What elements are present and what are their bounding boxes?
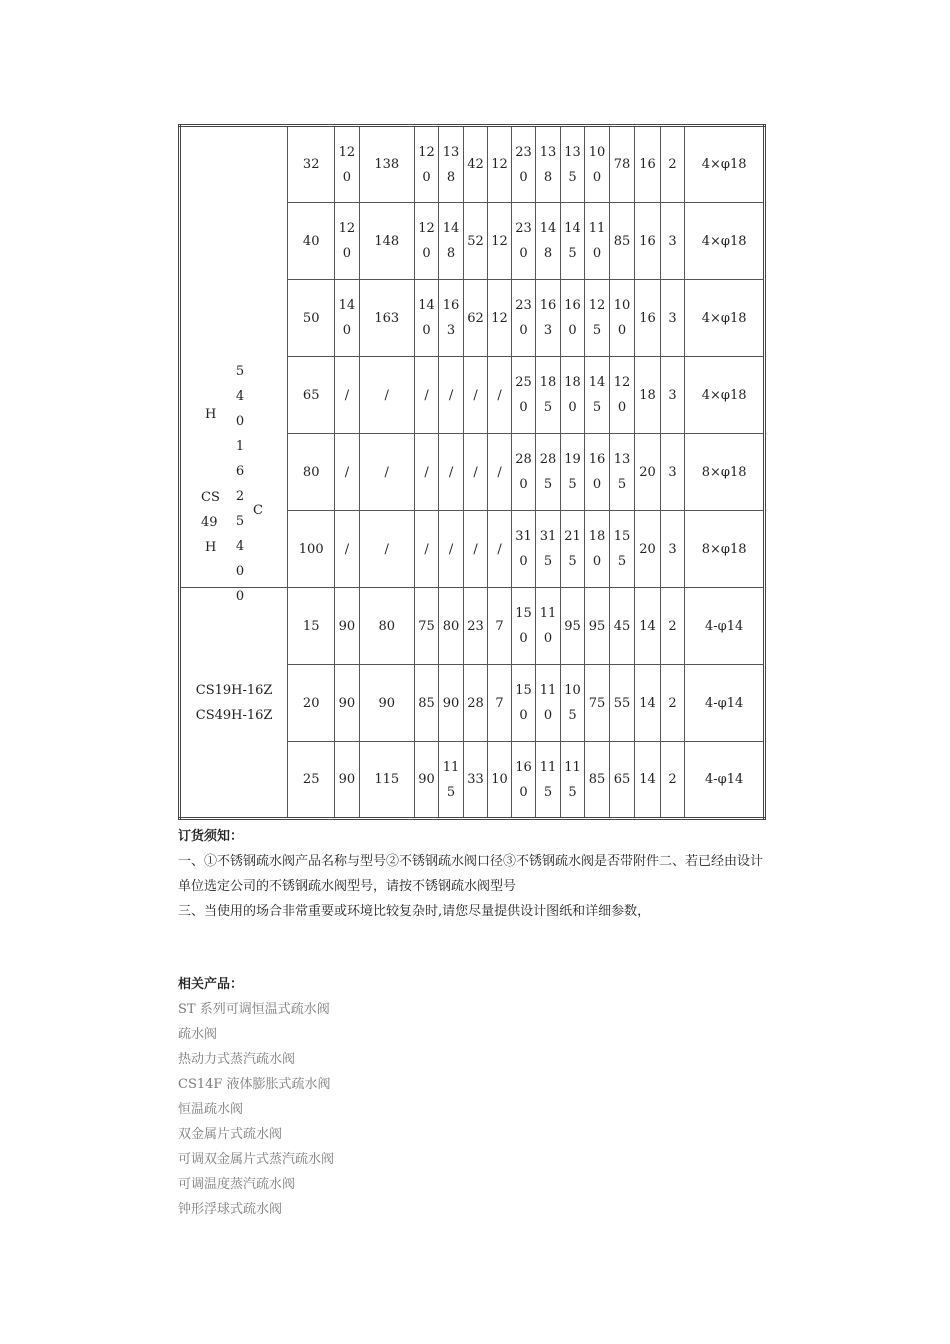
model-cell-cs19h bbox=[180, 588, 288, 819]
table-cell: / bbox=[335, 357, 360, 434]
table-cell: 115 bbox=[560, 742, 585, 819]
table-cell: 78 bbox=[609, 126, 635, 203]
table-cell: 115 bbox=[536, 742, 561, 819]
table-cell: 14 bbox=[635, 588, 661, 665]
table-cell: 52 bbox=[463, 203, 488, 280]
table-cell: 8×φ18 bbox=[685, 511, 765, 588]
related-product-link[interactable]: ST 系列可调恒温式疏水阀 bbox=[178, 1002, 330, 1017]
table-cell: 3 bbox=[660, 357, 685, 434]
table-cell: 155 bbox=[609, 511, 635, 588]
table-cell: 80 bbox=[439, 588, 464, 665]
model-left-line: H bbox=[205, 540, 217, 555]
table-cell: 120 bbox=[414, 126, 439, 203]
table-cell: 148 bbox=[536, 203, 561, 280]
model-name-lines bbox=[181, 678, 287, 728]
table-cell: 20 bbox=[635, 511, 661, 588]
table-cell: 110 bbox=[536, 588, 561, 665]
table-cell: 230 bbox=[511, 203, 536, 280]
table-cell: 40 bbox=[288, 203, 335, 280]
table-cell: 140 bbox=[414, 280, 439, 357]
related-product-link[interactable]: CS14F 液体膨胀式疏水阀 bbox=[178, 1077, 331, 1092]
table-cell: 3 bbox=[660, 511, 685, 588]
table-cell: 3 bbox=[660, 280, 685, 357]
related-product-link[interactable]: 双金属片式疏水阀 bbox=[178, 1127, 283, 1142]
table-cell: / bbox=[335, 511, 360, 588]
table-cell: / bbox=[414, 357, 439, 434]
table-row bbox=[180, 126, 765, 203]
table-cell: 145 bbox=[585, 357, 610, 434]
table-cell: 20 bbox=[635, 434, 661, 511]
related-product-link[interactable]: 可调双金属片式蒸汽疏水阀 bbox=[178, 1152, 335, 1167]
related-product-link[interactable]: 热动力式蒸汽疏水阀 bbox=[178, 1052, 296, 1067]
table-cell: 185 bbox=[536, 357, 561, 434]
table-cell: / bbox=[463, 357, 488, 434]
table-cell: 230 bbox=[511, 126, 536, 203]
related-product-link[interactable]: 恒温疏水阀 bbox=[178, 1102, 244, 1117]
model-name-line: CS19H-16Z bbox=[195, 682, 273, 698]
table-cell: 280 bbox=[511, 434, 536, 511]
table-cell: 120 bbox=[335, 203, 360, 280]
model-left-top: H bbox=[205, 407, 217, 422]
table-cell: 250 bbox=[511, 357, 536, 434]
table-cell: 16 bbox=[635, 203, 661, 280]
table-cell: 140 bbox=[335, 280, 360, 357]
table-cell: 20 bbox=[288, 665, 335, 742]
table-cell: 15 bbox=[288, 588, 335, 665]
table-cell: 14 bbox=[635, 742, 661, 819]
table-cell: 310 bbox=[511, 511, 536, 588]
order-notes-line1: 一、①不锈钢疏水阀产品名称与型号②不锈钢疏水阀口径③不锈钢疏水阀是否带附件二、若已经由设计单位选定公司的不锈钢疏水阀型号，请按不锈钢疏水阀型号 bbox=[178, 854, 764, 894]
table-cell: 285 bbox=[536, 434, 561, 511]
table-cell: 10 bbox=[488, 742, 511, 819]
table-cell: 163 bbox=[359, 280, 414, 357]
table-cell: 18 bbox=[635, 357, 661, 434]
table-cell: 150 bbox=[511, 588, 536, 665]
table-cell: 90 bbox=[359, 665, 414, 742]
table-cell: 2 bbox=[660, 126, 685, 203]
related-product-link[interactable]: 可调温度蒸汽疏水阀 bbox=[178, 1177, 296, 1192]
table-cell: 4-φ14 bbox=[685, 742, 765, 819]
table-cell: 80 bbox=[288, 434, 335, 511]
table-cell: 4×φ18 bbox=[685, 126, 765, 203]
table-cell: 163 bbox=[536, 280, 561, 357]
table-cell: 100 bbox=[609, 280, 635, 357]
table-cell: 45 bbox=[609, 588, 635, 665]
table-cell: 14 bbox=[635, 665, 661, 742]
table-cell: / bbox=[488, 357, 511, 434]
table-cell: 160 bbox=[560, 280, 585, 357]
table-cell: 138 bbox=[439, 126, 464, 203]
table-cell: 16 bbox=[635, 280, 661, 357]
table-cell: 90 bbox=[414, 742, 439, 819]
related-products-heading: 相关产品： bbox=[178, 977, 244, 992]
table-cell: / bbox=[463, 511, 488, 588]
order-notes-heading: 订货须知： bbox=[178, 829, 244, 844]
table-cell: 23 bbox=[463, 588, 488, 665]
table-cell: 8×φ18 bbox=[685, 434, 765, 511]
table-cell: 62 bbox=[463, 280, 488, 357]
table-cell: 125 bbox=[585, 280, 610, 357]
table-cell: 42 bbox=[463, 126, 488, 203]
table-cell: 16 bbox=[635, 126, 661, 203]
table-cell: 95 bbox=[560, 588, 585, 665]
table-cell: 4-φ14 bbox=[685, 665, 765, 742]
table-cell: / bbox=[488, 434, 511, 511]
table-cell: 138 bbox=[359, 126, 414, 203]
table-cell: 50 bbox=[288, 280, 335, 357]
model-left-line: 49 bbox=[201, 515, 218, 530]
table-cell: 7 bbox=[488, 665, 511, 742]
table-cell: / bbox=[488, 511, 511, 588]
table-cell: 12 bbox=[488, 280, 511, 357]
table-cell: 180 bbox=[585, 511, 610, 588]
table-cell: / bbox=[414, 511, 439, 588]
table-cell: 12 bbox=[488, 203, 511, 280]
table-cell: 90 bbox=[439, 665, 464, 742]
table-cell: 2 bbox=[660, 588, 685, 665]
table-cell: 180 bbox=[560, 357, 585, 434]
table-cell: 160 bbox=[511, 742, 536, 819]
table-cell: 100 bbox=[585, 126, 610, 203]
model-left-line: CS bbox=[201, 490, 220, 505]
table-cell: 110 bbox=[585, 203, 610, 280]
table-cell: 4×φ18 bbox=[685, 203, 765, 280]
table-cell: 100 bbox=[288, 511, 335, 588]
related-product-link[interactable]: 钟形浮球式疏水阀 bbox=[178, 1202, 283, 1217]
table-cell: 148 bbox=[359, 203, 414, 280]
table-cell: 90 bbox=[335, 588, 360, 665]
table-cell: / bbox=[439, 511, 464, 588]
table-cell: 120 bbox=[335, 126, 360, 203]
table-cell: / bbox=[359, 434, 414, 511]
table-cell: 3 bbox=[660, 434, 685, 511]
table-cell: 105 bbox=[560, 665, 585, 742]
related-products bbox=[178, 972, 768, 1222]
model-right: C bbox=[253, 503, 263, 518]
table-cell: 3 bbox=[660, 203, 685, 280]
table-cell: 150 bbox=[511, 665, 536, 742]
table-cell: 120 bbox=[609, 357, 635, 434]
table-cell: 90 bbox=[335, 742, 360, 819]
table-row bbox=[180, 588, 765, 665]
table-cell: 315 bbox=[536, 511, 561, 588]
table-cell: 65 bbox=[609, 742, 635, 819]
table-cell: 85 bbox=[609, 203, 635, 280]
model-middle-vertical: 5401625400 bbox=[235, 364, 245, 604]
table-cell: 148 bbox=[439, 203, 464, 280]
table-cell: 25 bbox=[288, 742, 335, 819]
table-cell: 95 bbox=[585, 588, 610, 665]
table-cell: 2 bbox=[660, 742, 685, 819]
table-cell: / bbox=[335, 434, 360, 511]
table-cell: 55 bbox=[609, 665, 635, 742]
related-products-list bbox=[178, 997, 768, 1222]
order-notes-line2: 三、当使用的场合非常重要或环境比较复杂时,请您尽量提供设计图纸和详细参数， bbox=[178, 904, 651, 919]
table-cell: / bbox=[359, 357, 414, 434]
table-cell: 2 bbox=[660, 665, 685, 742]
table-cell: / bbox=[359, 511, 414, 588]
table-cell: 85 bbox=[414, 665, 439, 742]
table-cell: 90 bbox=[335, 665, 360, 742]
table-cell: 138 bbox=[536, 126, 561, 203]
table-cell: 65 bbox=[288, 357, 335, 434]
model-name-line: CS49H-16Z bbox=[195, 707, 273, 723]
table-cell: 85 bbox=[585, 742, 610, 819]
table-cell: 115 bbox=[359, 742, 414, 819]
table-cell: / bbox=[439, 357, 464, 434]
table-cell: 195 bbox=[560, 434, 585, 511]
table-cell: 75 bbox=[414, 588, 439, 665]
table-cell: / bbox=[439, 434, 464, 511]
table-cell: 160 bbox=[585, 434, 610, 511]
table-cell: 163 bbox=[439, 280, 464, 357]
table-cell: 12 bbox=[488, 126, 511, 203]
table-cell: 33 bbox=[463, 742, 488, 819]
table-cell: 110 bbox=[536, 665, 561, 742]
table-cell: 28 bbox=[463, 665, 488, 742]
table-cell: 75 bbox=[585, 665, 610, 742]
table-cell: 80 bbox=[359, 588, 414, 665]
table-cell: / bbox=[414, 434, 439, 511]
model-cell-cs49h bbox=[180, 126, 288, 604]
table-cell: 215 bbox=[560, 511, 585, 588]
table-cell: 230 bbox=[511, 280, 536, 357]
model-left-bottom bbox=[201, 485, 220, 560]
table-cell: 145 bbox=[560, 203, 585, 280]
table-cell: 4-φ14 bbox=[685, 588, 765, 665]
table-cell: 135 bbox=[560, 126, 585, 203]
related-product-link[interactable]: 疏水阀 bbox=[178, 1027, 218, 1042]
table-cell: 135 bbox=[609, 434, 635, 511]
table-cell: 4×φ18 bbox=[685, 357, 765, 434]
table-cell: 32 bbox=[288, 126, 335, 203]
table-cell: 4×φ18 bbox=[685, 280, 765, 357]
order-notes bbox=[178, 824, 768, 924]
table-cell: 7 bbox=[488, 588, 511, 665]
spec-table bbox=[178, 124, 766, 820]
table-cell: 120 bbox=[414, 203, 439, 280]
table-cell: 115 bbox=[439, 742, 464, 819]
table-cell: / bbox=[463, 434, 488, 511]
